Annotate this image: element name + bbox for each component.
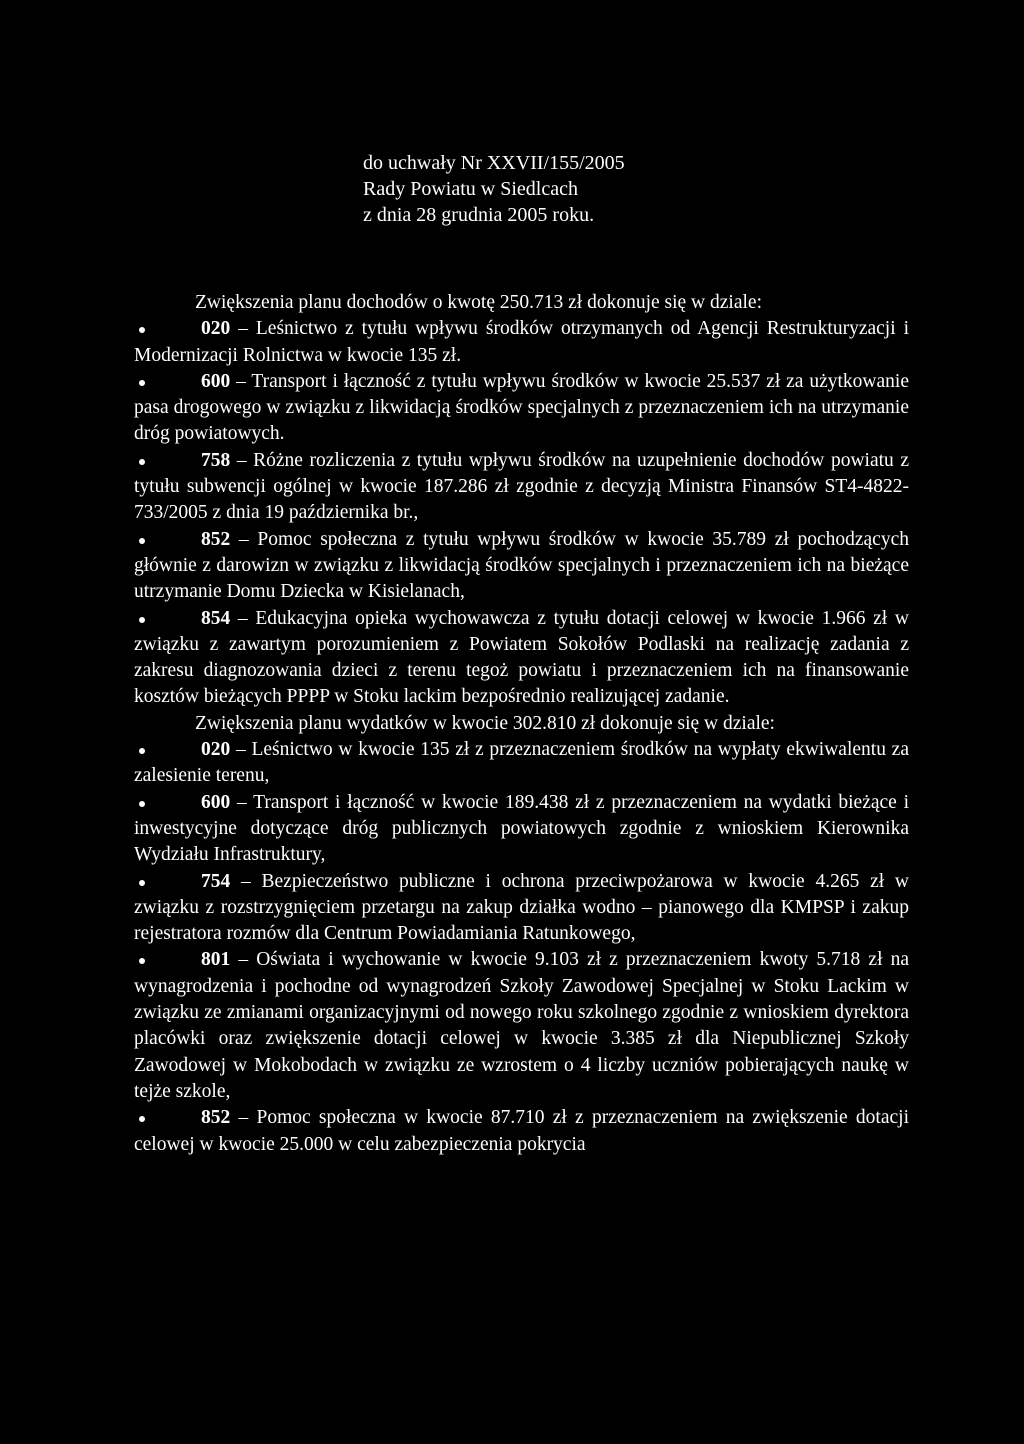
header-line-resolution: do uchwały Nr XXVII/155/2005 xyxy=(363,152,625,174)
document-body xyxy=(134,290,909,1158)
item-text: – Transport i łączność z tytułu wpływu środków w kwocie 25.537 zł za użytkowanie pasa drogowego w związku z likwidacją środków specjalnych z przeznaczeniem ich na utrzymanie dróg powiatowych. xyxy=(134,370,909,445)
expense-item xyxy=(134,1105,909,1158)
expense-item xyxy=(134,737,909,790)
income-item xyxy=(134,448,909,527)
header-line-council: Rady Powiatu w Siedlcach xyxy=(363,178,578,200)
header-line-date: z dnia 28 grudnia 2005 roku. xyxy=(363,204,595,226)
expenses-intro: Zwiększenia planu wydatków w kwocie 302.810 zł dokonuje się w dziale: xyxy=(195,712,775,734)
bullet-icon xyxy=(139,880,145,886)
item-text: – Pomoc społeczna z tytułu wpływu środków w kwocie 35.789 zł pochodzących głównie z darowizn w związku z likwidacją środków specjalnych i przeznaczeniem ich na bieżące utrzymanie Domu Dziecka w Kisielanach, xyxy=(134,528,909,603)
bullet-icon xyxy=(139,1116,145,1122)
section-code: 758 xyxy=(201,449,231,471)
resolution-header xyxy=(363,150,909,228)
section-code: 600 xyxy=(201,791,231,813)
income-item xyxy=(134,369,909,448)
bullet-icon xyxy=(139,380,145,386)
section-code: 020 xyxy=(201,739,231,761)
item-text: – Transport i łączność w kwocie 189.438 zł z przeznaczeniem na wydatki bieżące i inwestycyjne dotyczące dróg publicznych powiatowych zgodnie z wnioskiem Kierownika Wydziału Infrastruktury, xyxy=(134,791,909,866)
item-text: – Bezpieczeństwo publiczne i ochrona przeciwpożarowa w kwocie 4.265 zł w związku z rozstrzygnięciem przetargu na zakup działka wodno – pianowego dla KMPSP i zakup rejestratora rozmów dla Centrum Powiadamiania Ratunkowego, xyxy=(134,870,909,945)
income-intro: Zwiększenia planu dochodów o kwotę 250.713 zł dokonuje się w dziale: xyxy=(195,292,762,313)
income-item xyxy=(134,527,909,606)
bullet-icon xyxy=(139,538,145,544)
item-text: – Różne rozliczenia z tytułu wpływu środków na uzupełnienie dochodów powiatu z tytułu subwencji ogólnej w kwocie 187.286 zł zgodnie z decyzją Ministra Finansów ST4-4822-733/2005 z dnia 19 października br., xyxy=(134,449,909,524)
bullet-icon xyxy=(139,958,145,964)
expense-item xyxy=(134,947,909,1105)
bullet-icon xyxy=(139,801,145,807)
expense-item xyxy=(134,869,909,948)
item-text: – Leśnictwo w kwocie 135 zł z przeznaczeniem środków na wypłaty ekwiwalentu za zalesienie terenu, xyxy=(134,739,909,787)
section-code: 754 xyxy=(201,870,231,892)
section-code: 852 xyxy=(201,528,231,550)
section-code: 854 xyxy=(201,607,231,629)
item-text: – Oświata i wychowanie w kwocie 9.103 zł z przeznaczeniem kwoty 5.718 zł na wynagrodzenia i pochodne od wynagrodzeń Szkoły Zawodowej Specjalnej w Stoku Lackim w związku ze zmianami organizacyjnymi od nowego roku szkolnego zgodnie z wnioskiem dyrektora placówki oraz zwiększenie dotacji celowej w kwocie 3.385 zł dla Niepublicznej Szkoły Zawodowej w Mokobodach w związku ze wzrostem o 4 liczby uczniów pobierających naukę w tejże szkole, xyxy=(134,949,909,1102)
item-text: – Edukacyjna opieka wychowawcza z tytułu dotacji celowej w kwocie 1.966 zł w związku z zawartym porozumieniem z Powiatem Sokołów Podlaski na realizację zadania z zakresu diagnozowania dzieci z terenu tegoż powiatu i przeznaczeniem ich na finansowanie kosztów bieżących PPPP w Stoku lackim bezpośrednio realizującej zadanie. xyxy=(134,607,909,708)
document-page xyxy=(134,150,909,1158)
section-code: 020 xyxy=(201,318,231,340)
bullet-icon xyxy=(139,617,145,623)
bullet-icon xyxy=(139,459,145,465)
income-item xyxy=(134,606,909,711)
bullet-icon xyxy=(139,748,145,754)
expense-item xyxy=(134,790,909,869)
section-code: 852 xyxy=(201,1107,231,1129)
item-text: – Leśnictwo z tytułu wpływu środków otrzymanych od Agencji Restrukturyzacji i Modernizacji Rolnictwa w kwocie 135 zł. xyxy=(134,318,909,366)
item-text: – Pomoc społeczna w kwocie 87.710 zł z przeznaczeniem na zwiększenie dotacji celowej w kwocie 25.000 w celu zabezpieczenia pokrycia xyxy=(134,1107,909,1155)
section-code: 801 xyxy=(201,949,231,971)
income-item xyxy=(134,316,909,369)
section-code: 600 xyxy=(201,370,231,392)
bullet-icon xyxy=(139,327,145,333)
